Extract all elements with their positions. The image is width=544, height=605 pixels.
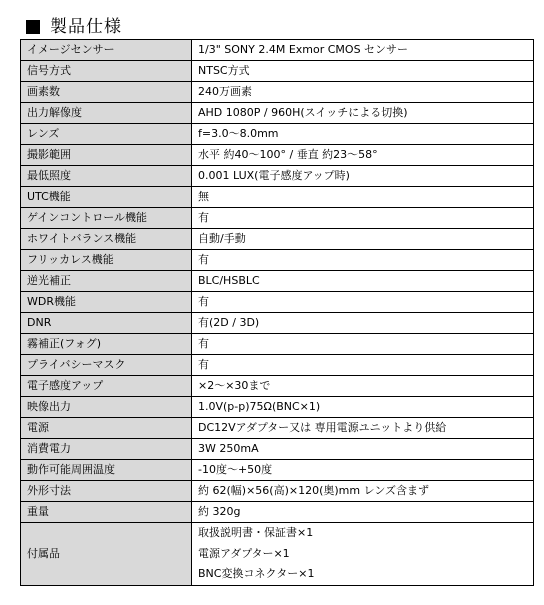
accessories-list <box>192 523 534 586</box>
table-row <box>21 82 534 103</box>
table-row <box>21 334 534 355</box>
spec-label: DNR <box>21 313 192 334</box>
spec-label: 最低照度 <box>21 166 192 187</box>
spec-label: 電子感度アップ <box>21 376 192 397</box>
section-title: 製品仕様 <box>50 17 122 37</box>
spec-label: UTC機能 <box>21 187 192 208</box>
spec-value: 自動/手動 <box>192 229 534 250</box>
square-bullet-icon <box>26 20 40 34</box>
spec-value: 水平 約40～100° / 垂直 約23～58° <box>192 145 534 166</box>
section-heading <box>26 15 122 39</box>
spec-label: 霧補正(フォグ) <box>21 334 192 355</box>
spec-label: 電源 <box>21 418 192 439</box>
spec-value: -10度～+50度 <box>192 460 534 481</box>
table-row <box>21 229 534 250</box>
spec-value: 有 <box>192 208 534 229</box>
spec-value: 0.001 LUX(電子感度アップ時) <box>192 166 534 187</box>
spec-label: 撮影範囲 <box>21 145 192 166</box>
spec-label: 消費電力 <box>21 439 192 460</box>
table-row <box>21 124 534 145</box>
spec-label: レンズ <box>21 124 192 145</box>
spec-label: イメージセンサー <box>21 40 192 61</box>
spec-value: DC12Vアダプター又は 専用電源ユニットより供給 <box>192 418 534 439</box>
spec-label: 逆光補正 <box>21 271 192 292</box>
spec-value: 1/3" SONY 2.4M Exmor CMOS センサー <box>192 40 534 61</box>
spec-value: f=3.0～8.0mm <box>192 124 534 145</box>
spec-value: 有(2D / 3D) <box>192 313 534 334</box>
table-row <box>21 250 534 271</box>
accessory-item: 電源アダプター×1 <box>198 546 290 560</box>
table-row <box>21 313 534 334</box>
spec-label: 信号方式 <box>21 61 192 82</box>
spec-label: 外形寸法 <box>21 481 192 502</box>
spec-table <box>20 39 534 586</box>
table-row <box>21 397 534 418</box>
spec-label: 重量 <box>21 502 192 523</box>
table-row <box>21 103 534 124</box>
spec-value: 有 <box>192 334 534 355</box>
spec-value: 3W 250mA <box>192 439 534 460</box>
accessory-item: 取扱説明書・保証書×1 <box>198 526 314 540</box>
table-row <box>21 187 534 208</box>
accessories-row <box>21 523 534 586</box>
spec-value: 240万画素 <box>192 82 534 103</box>
table-row <box>21 145 534 166</box>
spec-label: プライバシーマスク <box>21 355 192 376</box>
spec-value: 有 <box>192 355 534 376</box>
spec-value: 約 320g <box>192 502 534 523</box>
table-row <box>21 166 534 187</box>
spec-value: 1.0V(p-p)75Ω(BNC×1) <box>192 397 534 418</box>
spec-label: WDR機能 <box>21 292 192 313</box>
table-row <box>21 40 534 61</box>
table-row <box>21 208 534 229</box>
table-row <box>21 355 534 376</box>
accessories-label: 付属品 <box>21 523 192 586</box>
spec-value: 有 <box>192 250 534 271</box>
table-row <box>21 292 534 313</box>
table-row <box>21 61 534 82</box>
spec-value: ×2～×30まで <box>192 376 534 397</box>
spec-value: NTSC方式 <box>192 61 534 82</box>
spec-value: BLC/HSBLC <box>192 271 534 292</box>
table-row <box>21 418 534 439</box>
spec-value: 無 <box>192 187 534 208</box>
spec-value: 約 62(幅)×56(高)×120(奥)mm レンズ含まず <box>192 481 534 502</box>
spec-value: AHD 1080P / 960H(スイッチによる切換) <box>192 103 534 124</box>
table-row <box>21 376 534 397</box>
table-row <box>21 481 534 502</box>
spec-label: 出力解像度 <box>21 103 192 124</box>
spec-label: 画素数 <box>21 82 192 103</box>
spec-label: ホワイトバランス機能 <box>21 229 192 250</box>
spec-label: 映像出力 <box>21 397 192 418</box>
spec-value: 有 <box>192 292 534 313</box>
spec-label: フリッカレス機能 <box>21 250 192 271</box>
accessory-item: BNC変換コネクター×1 <box>198 567 315 581</box>
table-row <box>21 502 534 523</box>
spec-label: ゲインコントロール機能 <box>21 208 192 229</box>
spec-label: 動作可能周囲温度 <box>21 460 192 481</box>
table-row <box>21 460 534 481</box>
table-row <box>21 271 534 292</box>
table-row <box>21 439 534 460</box>
